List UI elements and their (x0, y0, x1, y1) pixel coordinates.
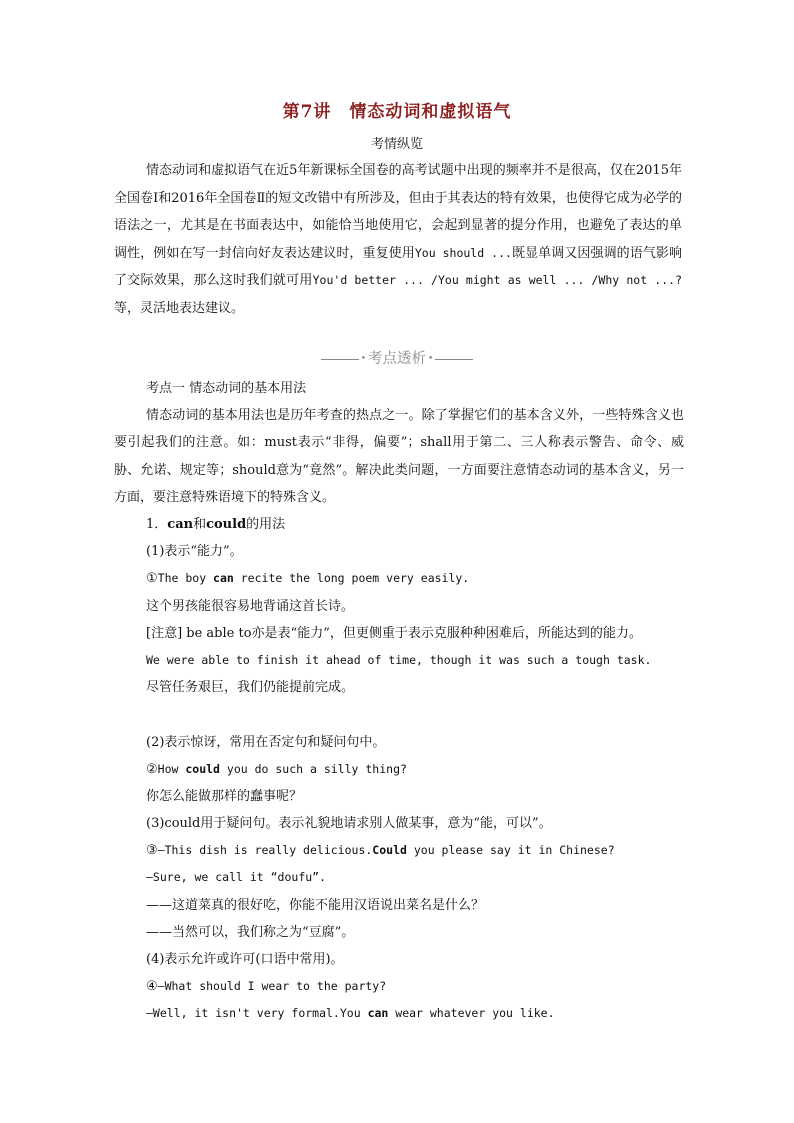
example-you-should: You should ... (414, 245, 512, 260)
divider-line-left (321, 359, 359, 360)
example-sentence: —Sure, we call it “doufu”. (146, 870, 327, 885)
divider-label: 考点透析 (368, 351, 426, 367)
example-sentence: ④—What should I wear to the party? (146, 979, 387, 995)
section-heading: 考点一 情态动词的基本用法 (146, 381, 307, 396)
lecture-title: 情态动词和虚拟语气 (349, 102, 512, 122)
usage-heading: (4)表示允许或许可(口语中常用)。 (146, 952, 344, 967)
example-sentence: —Well, it isn't very formal.You can wear whatever you like. (146, 1006, 555, 1021)
example-suggestions: You'd better ... /You might as well ... /Why not ...? (312, 273, 682, 287)
translation: ——当然可以，我们称之为“豆腐”。 (146, 924, 355, 940)
spacer (114, 701, 684, 728)
lecture-number: 第7讲 (282, 102, 332, 122)
dot-icon: • (428, 354, 434, 364)
overview-paragraph: 情态动词和虚拟语气在近5年新课标全国卷的高考试题中出现的频率并不是很高，仅在2015年全国卷Ⅰ和2016年全国卷Ⅱ的短文改错中有所涉及，但由于其表达的特有效果，也使得它成为必学的语法之一，尤其是在书面表达中，如能恰当地使用它，会起到显著的提分作用，也避免了表达的单调性，例如在写一封信向好友表达建议时，重复使用You should ...既显单调又因强调的语气影响了交际效果，那么这时我们就可用You'd better ... /You might as well ... /Why not ...?等，灵活地表达建议。 (114, 163, 682, 316)
translation: 这个男孩能很容易地背诵这首长诗。 (146, 598, 355, 614)
translation: 你怎么能做那样的蠢事呢？ (146, 788, 303, 804)
item-heading: 1．can和could的用法 (146, 517, 286, 532)
overview-heading: 考情纵览 (370, 137, 423, 152)
example-sentence: ③—This dish is really delicious.Could you please say it in Chinese? (146, 843, 615, 859)
section-intro-paragraph: 情态动词的基本用法也是历年考查的热点之一。除了掌握它们的基本含义外，一些特殊含义也要引起我们的注意。如：must表示“非得，偏要”；shall用于第二、三人称表示警告、命令、威胁、允诺、规定等；should意为“竟然”。解决此类问题，一方面要注意情态动词的基本含义，另一方面，要注意特殊语境下的特殊含义。 (114, 408, 684, 505)
translation: 尽管任务艰巨，我们仍能提前完成。 (146, 680, 355, 696)
divider-line-right (435, 359, 473, 360)
usage-heading: (3)could用于疑问句。表示礼貌地请求别人做某事，意为“能，可以”。 (146, 816, 552, 832)
usage-heading: (1)表示“能力”。 (146, 544, 243, 560)
note: [注意] be able to亦是表“能力”，但更侧重于表示克服种种困难后，所能达到的能力。 (146, 625, 642, 641)
usage-heading: (2)表示惊讶，常用在否定句和疑问句中。 (146, 734, 386, 750)
section-divider (0, 347, 794, 368)
dot-icon: • (360, 354, 366, 364)
example-sentence: ②How could you do such a silly thing? (146, 761, 407, 777)
page-title (0, 97, 794, 122)
translation: ——这道菜真的很好吃，你能不能用汉语说出菜名是什么？ (146, 897, 485, 913)
example-sentence: We were able to finish it ahead of time, though it was such a tough task. (146, 652, 652, 667)
example-sentence: ①The boy can recite the long poem very easily. (146, 571, 470, 587)
content-body (114, 375, 684, 1028)
